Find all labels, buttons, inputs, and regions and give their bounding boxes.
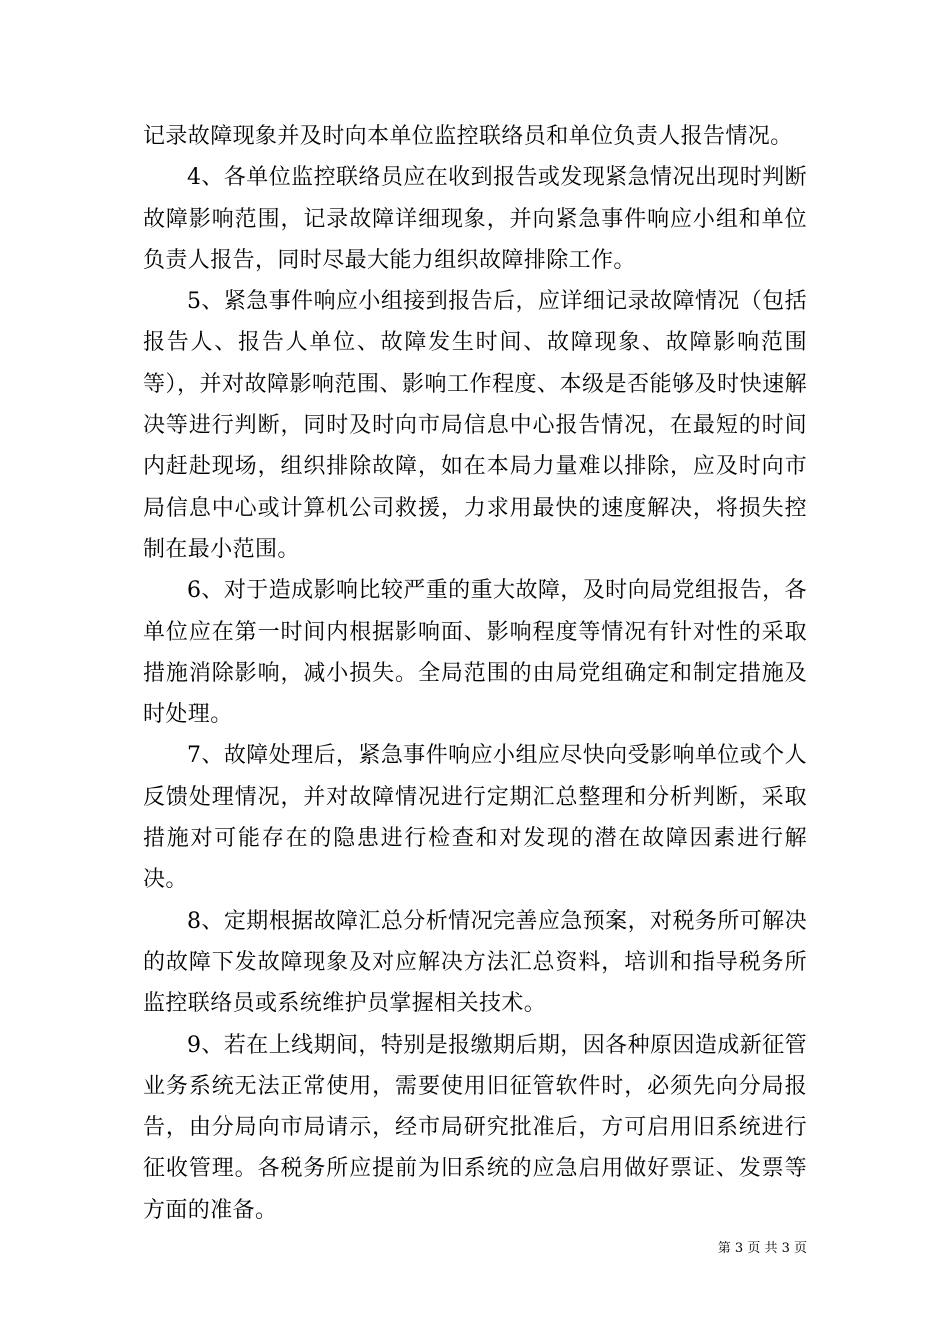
paragraph-item-9: 9、若在上线期间，特别是报缴期后期，因各种原因造成新征管业务系统无法正常使用，需要使用旧征管软件时，必须先向分局报告，由分局向市局请示，经市局研究批准后，方可启用旧系统进行征收管理。各税务所应提前为旧系统的应急启用做好票证、发票等方面的准备。	[143, 1032, 807, 1223]
paragraph-item-6: 6、对于造成影响比较严重的重大故障，及时向局党组报告，各单位应在第一时间内根据影响面、影响程度等情况有针对性的采取措施消除影响，减小损失。全局范围的由局党组确定和制定措施及时处理。	[143, 578, 807, 728]
paragraph-item-7: 7、故障处理后，紧急事件响应小组应尽快向受影响单位或个人反馈处理情况，并对故障情况进行定期汇总整理和分析判断，采取措施对可能存在的隐患进行检查和对发现的潜在故障因素进行解决。	[143, 743, 807, 893]
paragraph-continuation: 记录故障现象并及时向本单位监控联络员和单位负责人报告情况。	[143, 124, 793, 149]
paragraph-item-4: 4、各单位监控联络员应在收到报告或发现紧急情况出现时判断故障影响范围，记录故障详细现象，并向紧急事件响应小组和单位负责人报告，同时尽最大能力组织故障排除工作。	[143, 165, 807, 273]
paragraph-item-8: 8、定期根据故障汇总分析情况完善应急预案，对税务所可解决的故障下发故障现象及对应解决方法汇总资料，培训和指导税务所监控联络员或系统维护员掌握相关技术。	[143, 908, 807, 1017]
document-body	[143, 116, 807, 1231]
paragraph-item-5: 5、紧急事件响应小组接到报告后，应详细记录故障情况（包括报告人、报告人单位、故障发生时间、故障现象、故障影响范围等），并对故障影响范围、影响工作程度、本级是否能够及时快速解决等进行判断，同时及时向市局信息中心报告情况，在最短的时间内赶赴现场，组织排除故障，如在本局力量难以排除，应及时向市局信息中心或计算机公司救援，力求用最快的速度解决，将损失控制在最小范围。	[143, 289, 807, 562]
page-number-footer: 第 3 页 共 3 页	[717, 1241, 807, 1256]
